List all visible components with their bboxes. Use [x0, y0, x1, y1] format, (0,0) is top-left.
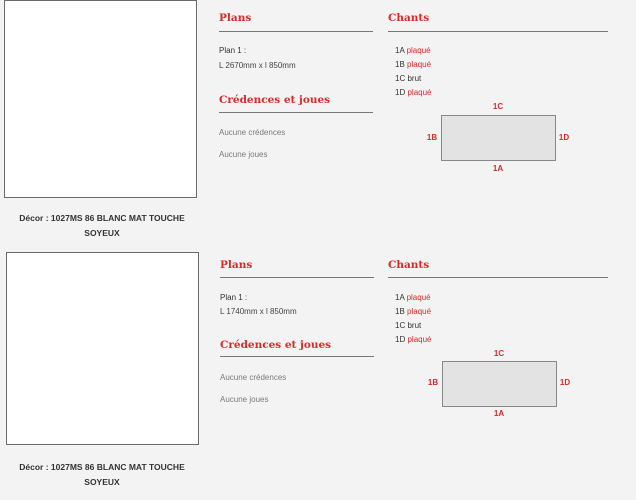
chants-title: Chants: [388, 259, 430, 271]
chant-line-1d: 1D plaqué: [395, 88, 432, 97]
plan-dimensions: L 2670mm x l 850mm: [219, 61, 296, 70]
plans-divider: [219, 31, 373, 32]
edge-label-right: 1D: [558, 133, 570, 142]
chant-line-1d: 1D plaqué: [395, 335, 432, 344]
decor-swatch-image: [4, 0, 197, 198]
chants-divider: [388, 31, 608, 32]
plans-title: Plans: [220, 259, 253, 271]
chant-line-1a: 1A plaqué: [395, 46, 431, 55]
order-item-1: [0, 0, 636, 245]
chant-line-1c: 1C brut: [395, 321, 422, 330]
credences-title: Crédences et joues: [219, 94, 331, 106]
edge-label-top: 1C: [492, 102, 504, 111]
credences-title: Crédences et joues: [220, 339, 332, 351]
plan-label: Plan 1 :: [219, 46, 247, 55]
no-credences-text: Aucune crédences: [219, 128, 286, 137]
chants-divider: [388, 277, 608, 278]
decor-label-line1: Décor : 1027MS 86 BLANC MAT TOUCHE: [19, 213, 185, 223]
edge-label-top: 1C: [493, 349, 505, 358]
no-credences-text: Aucune crédences: [220, 373, 287, 382]
chant-line-1a: 1A plaqué: [395, 293, 431, 302]
plan-dimensions: L 1740mm x l 850mm: [220, 307, 297, 316]
edge-label-left: 1B: [427, 378, 439, 387]
panel-diagram: [442, 361, 557, 407]
decor-label-line1: Décor : 1027MS 86 BLANC MAT TOUCHE: [19, 462, 185, 472]
chants-title: Chants: [388, 12, 430, 24]
no-joues-text: Aucune joues: [220, 395, 269, 404]
edge-label-left: 1B: [426, 133, 438, 142]
chant-line-1b: 1B plaqué: [395, 60, 432, 69]
no-joues-text: Aucune joues: [219, 150, 268, 159]
edge-label-right: 1D: [559, 378, 571, 387]
edge-label-bottom: 1A: [493, 409, 505, 418]
plans-title: Plans: [219, 12, 252, 24]
plan-label: Plan 1 :: [220, 293, 248, 302]
panel-diagram: [441, 115, 556, 161]
credences-divider: [219, 112, 373, 113]
edge-label-bottom: 1A: [492, 164, 504, 173]
order-item-2: [0, 252, 636, 497]
decor-label-line2: SOYEUX: [84, 228, 120, 238]
chant-line-1b: 1B plaqué: [395, 307, 432, 316]
decor-swatch-image: [6, 252, 199, 445]
decor-label-line2: SOYEUX: [84, 477, 120, 487]
plans-divider: [220, 277, 374, 278]
credences-divider: [220, 356, 374, 357]
chant-line-1c: 1C brut: [395, 74, 422, 83]
